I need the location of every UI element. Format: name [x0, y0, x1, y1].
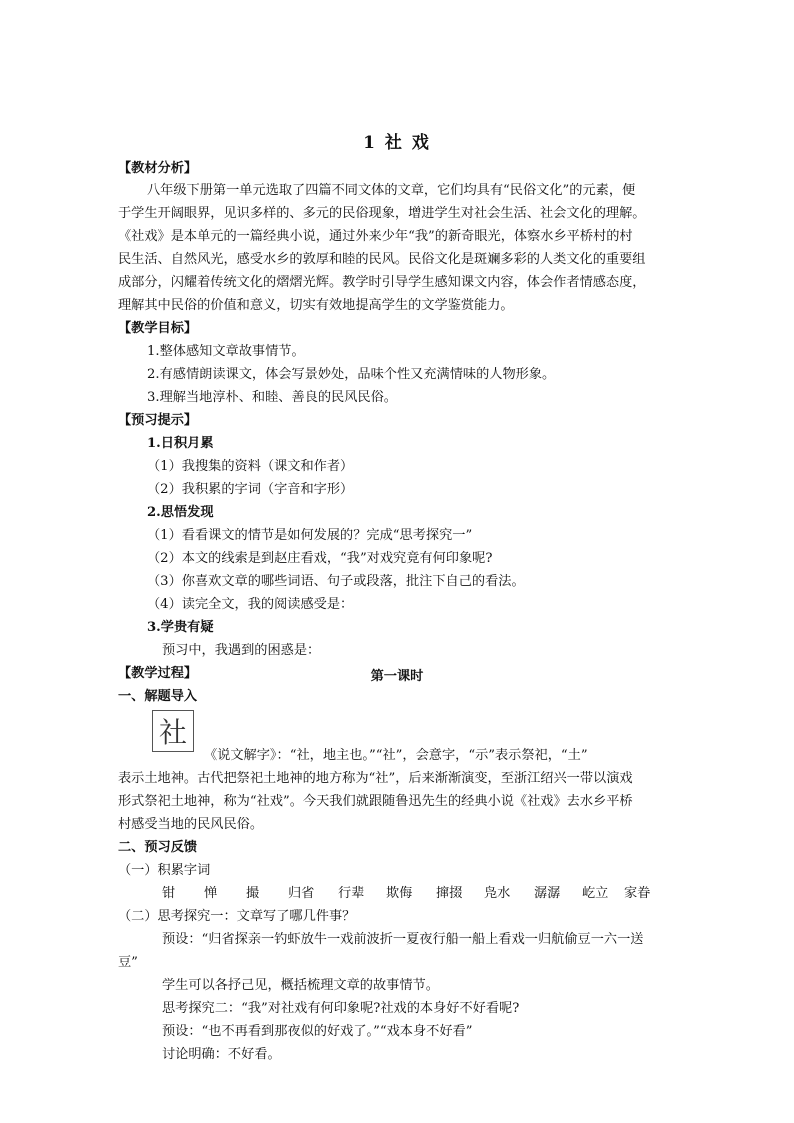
vocab-word: 凫水 [484, 886, 511, 901]
section-heading-process: 【教学过程】 [118, 666, 198, 681]
preset-line: 预设：“也不再看到那夜似的好戏了。”“戏本身不好看” [162, 1024, 473, 1039]
analysis-line: 成部分，闪耀着传统文化的熠熠光辉。教学时引导学生感知课文内容，体会作者情感态度， [118, 275, 646, 290]
analysis-line: 理解其中民俗的价值和意义，切实有效地提高学生的文学鉴赏能力。 [118, 298, 514, 313]
preview-item: 预习中，我遇到的困惑是： [162, 643, 321, 658]
vocab-word: 潺潺 [534, 886, 561, 901]
vocab-word: 屹立 [582, 886, 609, 901]
intro-line: 形式祭祀土地神，称为“社戏”。今天我们就跟随鲁迅先生的经典小说《社戏》去水乡平桥 [118, 794, 633, 809]
preset-line: 豆” [118, 955, 138, 970]
preview-item: （1）看看课文的情节是如何发展的？完成“思考探究一” [147, 528, 473, 543]
vocab-word: 欺侮 [386, 886, 413, 901]
analysis-line: 《社戏》是本单元的一篇经典小说，通过外来少年“我”的新奇眼光，体察水乡平桥村的村 [118, 229, 633, 244]
preview-subheading: 2.思悟发现 [147, 505, 214, 520]
analysis-line: 民生活、自然风光，感受水乡的敦厚和睦的民风。民俗文化是斑斓多彩的人类文化的重要组 [118, 252, 646, 267]
section-heading-preview: 【预习提示】 [118, 413, 198, 428]
feedback-subheading: （二）思考探究一：文章写了哪几件事？ [118, 909, 356, 924]
preview-item: （2）我积累的字词（字音和字形） [147, 482, 354, 497]
preset-line: 预设：“归省探亲一钓虾放牛一戏前波折一夏夜行船一船上看戏一归航偷豆一六一送 [162, 932, 644, 947]
preview-item: （3）你喜欢文章的哪些词语、句子或段落，批注下自己的看法。 [147, 574, 525, 589]
preview-subheading: 1.日积月累 [147, 436, 214, 451]
section-heading-goals: 【教学目标】 [118, 321, 198, 336]
lesson-title: 第一课时 [370, 669, 424, 684]
preview-item: （4）读完全文，我的阅读感受是： [147, 597, 354, 612]
preview-item: （2）本文的线索是到赵庄看戏，“我”对戏究竟有何印象呢? [147, 551, 493, 566]
vocab-word: 归省 [288, 886, 315, 901]
vocab-word: 撮 [246, 886, 260, 901]
section-heading-feedback: 二、预习反馈 [118, 840, 198, 855]
vocab-word: 惮 [204, 886, 218, 901]
section-heading-intro: 一、解题导入 [118, 689, 198, 704]
goal-item: 3.理解当地淳朴、和睦、善良的民风民俗。 [147, 390, 397, 405]
preview-subheading: 3.学贵有疑 [147, 620, 214, 635]
vocab-word: 行辈 [338, 886, 365, 901]
vocab-word: 家眷 [624, 886, 651, 901]
preview-item: （1）我搜集的资料（课文和作者） [147, 459, 354, 474]
intro-line: 《说文解字》：“社，地主也。”“社”，会意字，“示”表示祭祀，“土” [204, 748, 588, 763]
analysis-line: 八年级下册第一单元选取了四篇不同文体的文章，它们均具有“民俗文化”的元素，便 [147, 183, 636, 198]
page-title: 1 社 戏 [363, 133, 431, 153]
analysis-line: 于学生开阔眼界，见识多样的、多元的民俗现象，增进学生对社会生活、社会文化的理解。 [118, 206, 646, 221]
intro-line: 村感受当地的民风民俗。 [118, 817, 264, 832]
think-line: 思考探究二：“我”对社戏有何印象呢?社戏的本身好不好看呢? [162, 1001, 520, 1016]
vocab-word: 钳 [162, 886, 176, 901]
students-line: 学生可以各抒己见，概括梳理文章的故事情节。 [162, 978, 439, 993]
section-heading-analysis: 【教材分析】 [118, 161, 198, 176]
goal-item: 1.整体感知文章故事情节。 [147, 344, 305, 359]
vocab-word: 撺掇 [436, 886, 463, 901]
intro-line: 表示土地神。古代把祭祀土地神的地方称为“社”，后来渐渐演变，至浙江绍兴一带以演戏 [118, 771, 633, 786]
feedback-subheading: （一）积累字词 [118, 863, 211, 878]
goal-item: 2.有感情朗读课文，体会写景妙处，品味个性又充满情味的人物形象。 [147, 367, 556, 382]
seal-character-image: 社 [152, 710, 194, 752]
conclusion-line: 讨论明确：不好看。 [162, 1047, 281, 1062]
